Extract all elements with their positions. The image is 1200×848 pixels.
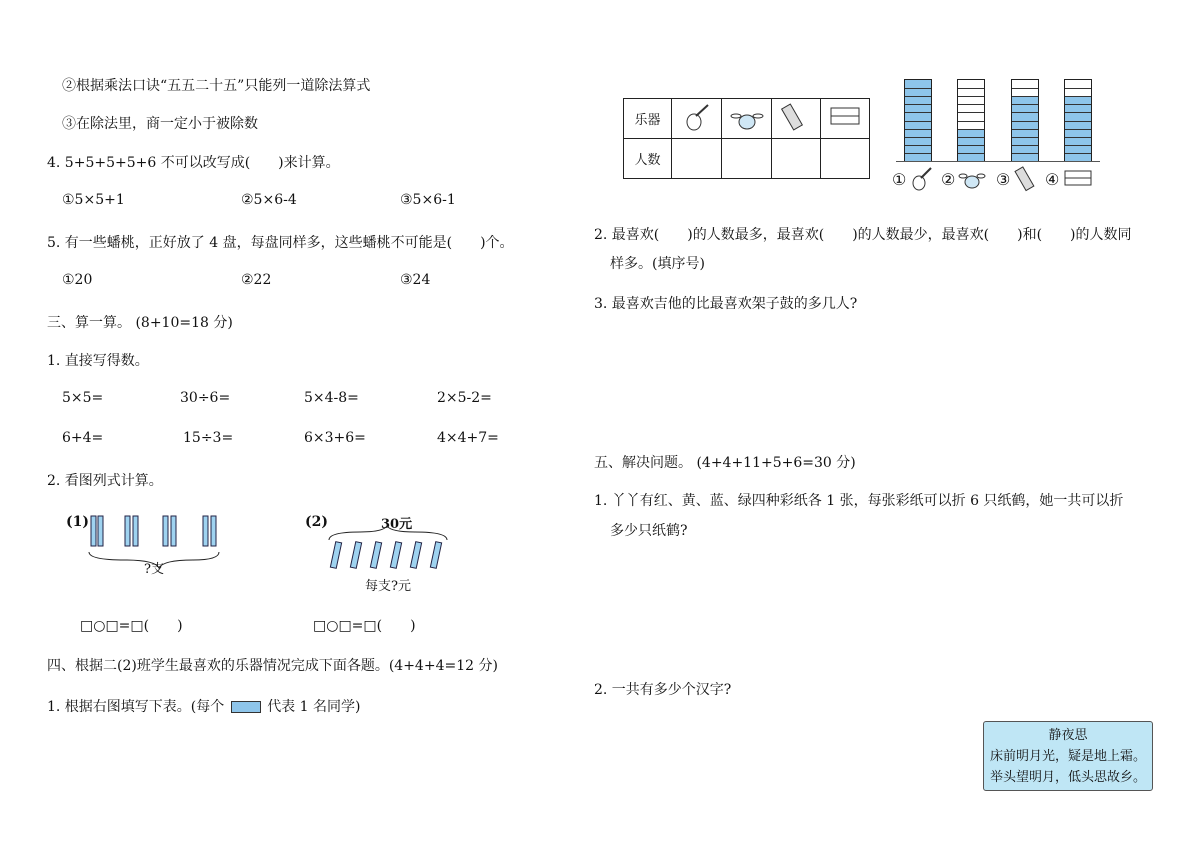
- section-5-title: 五、解决问题。 (4+4+11+5+6=30 分): [594, 455, 856, 471]
- q4-stem: 4. 5+5+5+5+6 不可以改写成( )来计算。: [47, 155, 340, 171]
- chart-unit-line: [905, 153, 931, 154]
- chart-unit-line: [1012, 104, 1038, 105]
- figure-1-label: (1): [66, 514, 89, 530]
- chart-unit-line: [905, 129, 931, 130]
- table-count-cell-1[interactable]: [672, 139, 722, 179]
- chart-label-2: ②: [941, 170, 956, 189]
- chart-unit-line: [1012, 121, 1038, 122]
- q5-stem: 5. 有一些蟠桃，正好放了 4 盘，每盘同样多，这些蟠桃不可能是( )个。: [47, 235, 514, 251]
- calc-1-4: 2×5-2=: [437, 390, 492, 406]
- section-5-q1-line1: 1. 丫丫有红、黄、蓝、绿四种彩纸各 1 张，每张彩纸可以折 6 只纸鹤，她一共可以折: [594, 493, 1124, 509]
- chart-unit-line: [1012, 129, 1038, 130]
- chart-unit-line: [958, 129, 984, 130]
- q3-option-2: ②根据乘法口诀“五五二十五”只能列一道除法算式: [62, 78, 371, 94]
- pen-group-4: [203, 516, 216, 546]
- q5-option-2: ②22: [241, 272, 272, 288]
- chart-baseline: [896, 161, 1100, 162]
- calc-2-2: 15÷3=: [183, 430, 234, 446]
- chart-unit-line: [958, 88, 984, 89]
- pen-group-1: [91, 516, 103, 546]
- table-count-cell-3[interactable]: [772, 139, 821, 179]
- chart-unit-line: [905, 121, 931, 122]
- section-4-q3: 3. 最喜欢吉他的比最喜欢架子鼓的多几人?: [594, 296, 858, 312]
- chart-bar-4: [1064, 79, 1092, 162]
- figure-1-brace-label: ?支: [144, 562, 164, 577]
- figure-1-pens: [85, 508, 245, 578]
- section-4-q1: 1. 根据右图填写下表。(每个 代表 1 名同学): [47, 699, 361, 715]
- calc-1-1: 5×5=: [62, 390, 104, 406]
- calc-2-1: 6+4=: [62, 430, 104, 446]
- chart-label-1: ①: [892, 170, 907, 189]
- chart-unit-line: [1012, 153, 1038, 154]
- chart-unit-line: [905, 112, 931, 113]
- guitar-icon: [672, 99, 722, 139]
- chart-unit-line: [958, 104, 984, 105]
- poem-line-1: 床前明月光，疑是地上霜。: [989, 749, 1146, 764]
- chart-unit-line: [1065, 145, 1091, 146]
- chart-unit-line: [905, 137, 931, 138]
- chart-unit-line: [1065, 96, 1091, 97]
- q4-option-2: ②5×6-4: [241, 192, 297, 208]
- piano-icon: [821, 99, 870, 139]
- chart-unit-line: [1065, 104, 1091, 105]
- q3-option-3: ③在除法里，商一定小于被除数: [62, 116, 258, 132]
- chart-unit-line: [905, 88, 931, 89]
- chart-unit-line: [1065, 137, 1091, 138]
- q4-option-1: ①5×5+1: [62, 192, 125, 208]
- answer-template-1: □○□=□( ): [80, 618, 183, 634]
- chart-xylophone-icon: [1014, 166, 1038, 192]
- poem-card: [983, 721, 1153, 791]
- chart-unit-line: [958, 153, 984, 154]
- figure-2-each-label: 每支?元: [365, 579, 411, 594]
- calc-1-3: 5×4-8=: [304, 390, 359, 406]
- unit-square-icon: [231, 701, 261, 713]
- q5-option-1: ①20: [62, 272, 93, 288]
- poem-title: 静夜思: [1048, 728, 1088, 743]
- section-4-title: 四、根据二(2)班学生最喜欢的乐器情况完成下面各题。(4+4+4=12 分): [47, 658, 498, 674]
- section-4-q2-line1: 2. 最喜欢( )的人数最多，最喜欢( )的人数最少，最喜欢( )和( )的人数同: [594, 227, 1132, 243]
- q5-option-3: ③24: [400, 272, 431, 288]
- table-label-instrument: 乐器: [624, 99, 672, 139]
- chart-unit-line: [1012, 137, 1038, 138]
- chart-unit-line: [958, 121, 984, 122]
- chart-unit-line: [958, 145, 984, 146]
- section-3-q2: 2. 看图列式计算。: [47, 473, 163, 489]
- calc-2-4: 4×4+7=: [437, 430, 499, 446]
- section-5-q1-line2: 多少只纸鹤?: [610, 523, 688, 539]
- q4-option-3: ③5×6-1: [400, 192, 456, 208]
- instrument-table: [623, 98, 870, 179]
- chart-unit-line: [958, 112, 984, 113]
- chart-guitar-icon: [909, 166, 935, 192]
- chart-unit-line: [1065, 88, 1091, 89]
- xylophone-icon: [772, 99, 821, 139]
- chart-unit-line: [1012, 145, 1038, 146]
- chart-bar-3: [1011, 79, 1039, 162]
- chart-unit-line: [1012, 88, 1038, 89]
- chart-unit-line: [1065, 153, 1091, 154]
- chart-unit-line: [958, 137, 984, 138]
- chart-unit-line: [905, 145, 931, 146]
- chart-bar-2: [957, 79, 985, 162]
- poem-line-2: 举头望明月，低头思故乡。: [989, 770, 1146, 785]
- section-3-title: 三、算一算。 (8+10=18 分): [47, 315, 233, 331]
- chart-piano-icon: [1063, 168, 1093, 190]
- chart-unit-line: [905, 96, 931, 97]
- chart-unit-line: [1065, 129, 1091, 130]
- chart-bar-1: [904, 79, 932, 162]
- section-4-q2-line2: 样多。(填序号): [610, 256, 705, 272]
- chart-unit-line: [1012, 112, 1038, 113]
- section-5-q2: 2. 一共有多少个汉字?: [594, 682, 732, 698]
- table-count-cell-4[interactable]: [821, 139, 870, 179]
- chart-label-3: ③: [996, 170, 1011, 189]
- chart-unit-line: [958, 96, 984, 97]
- calc-1-2: 30÷6=: [180, 390, 231, 406]
- chart-unit-line: [1012, 96, 1038, 97]
- chart-unit-line: [1065, 121, 1091, 122]
- chart-unit-line: [905, 104, 931, 105]
- chart-unit-line: [1065, 112, 1091, 113]
- calc-2-3: 6×3+6=: [304, 430, 366, 446]
- answer-template-2: □○□=□( ): [313, 618, 416, 634]
- chart-drum-kit-icon: [958, 167, 986, 191]
- chart-label-4: ④: [1045, 170, 1060, 189]
- pen-group-2: [125, 516, 138, 546]
- pen-group-3: [163, 516, 176, 546]
- section-3-q1: 1. 直接写得数。: [47, 353, 149, 369]
- table-count-cell-2[interactable]: [722, 139, 772, 179]
- figure-2-pens: [325, 526, 455, 576]
- drum-kit-icon: [722, 99, 772, 139]
- table-label-count: 人数: [624, 139, 672, 179]
- figure-2-total: 30元: [381, 517, 413, 532]
- figure-2-label: (2): [305, 514, 328, 530]
